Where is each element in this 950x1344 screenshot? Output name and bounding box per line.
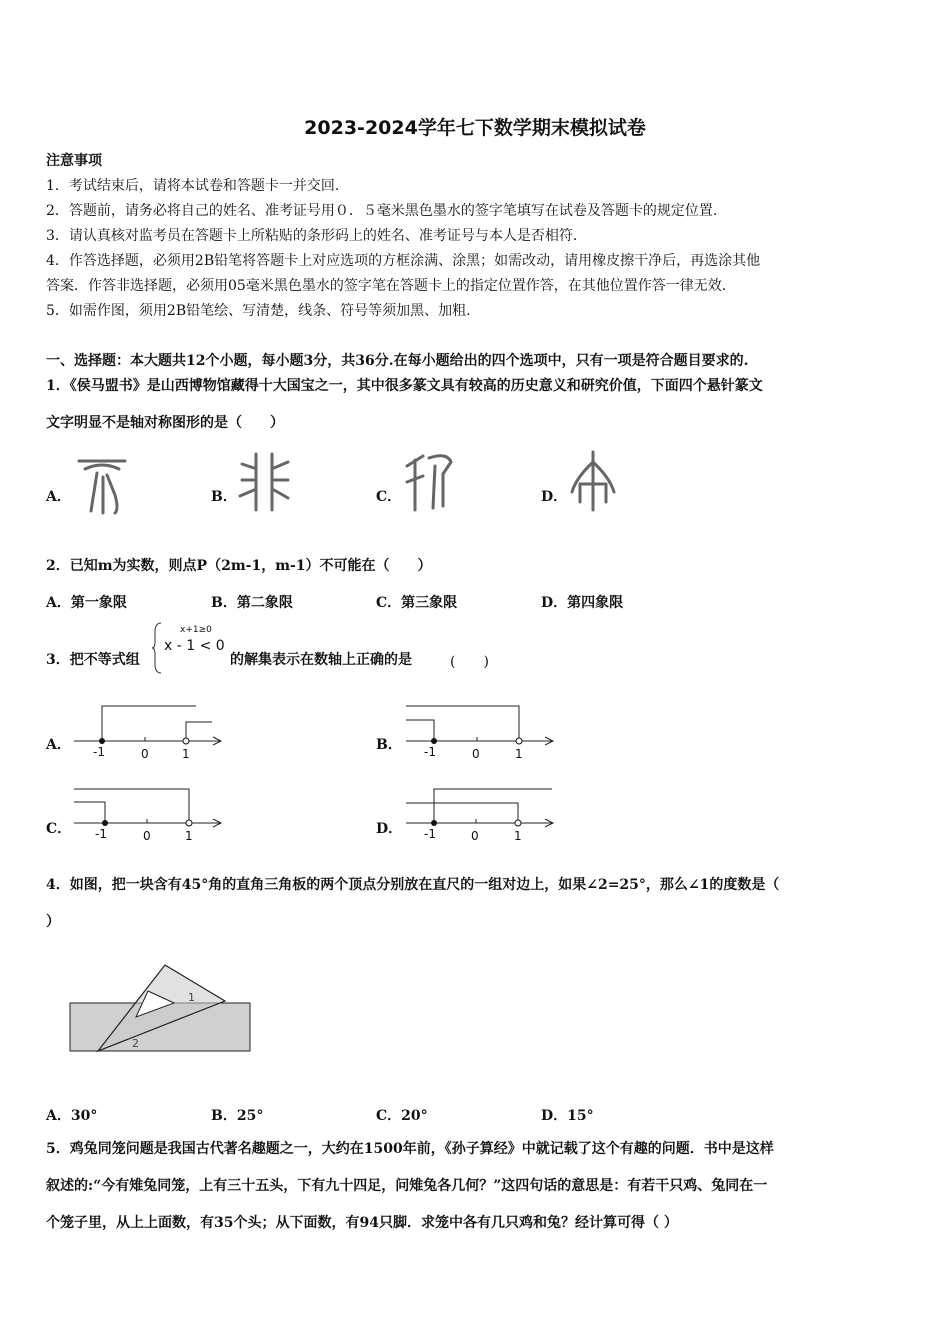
q4-angle1-label: 1 (188, 991, 195, 1004)
q4-option-a: A．30° (46, 1108, 98, 1124)
q5-text-line2: 叙述的:“今有雉兔同笼，上有三十五头，下有九十四足，问雉兔各几何？”这四句话的意思是：有若干只鸡、兔同在一 (46, 1178, 768, 1194)
q3-a-tick-neg1: -1 (93, 745, 105, 759)
notice-item-4-cont: 答案．作答非选择题，必须用05毫米黑色墨水的签字笔在答题卡上的指定位置作答，在其他位置作答一律无效. (46, 278, 727, 294)
q4-angle2-label: 2 (132, 1037, 139, 1050)
q2-option-a: A．第一象限 (46, 595, 127, 611)
notice-item-5: 5．如需作图，须用2B铅笔绘、写清楚，线条、符号等须加黑、加粗. (46, 303, 471, 319)
notice-item-2: 2．答题前，请务必将自己的姓名、准考证号用０．５毫米黑色墨水的签字笔填写在试卷及答题卡的规定位置. (46, 203, 718, 219)
q2-option-d: D．第四象限 (541, 595, 624, 611)
q2-option-c: C．第三象限 (376, 595, 458, 611)
q3-numberline-d (406, 789, 553, 843)
section-heading: 一、选择题：本大题共12个小题，每小题3分，共36分.在每小题给出的四个选项中，只有一项是符合题目要求的. (46, 353, 749, 369)
q2-option-b: B．第二象限 (211, 595, 293, 611)
q3-option-a: A． (46, 737, 71, 753)
q5-text-line3: 个笼子里，从上上面数，有35个头；从下面数，有94只脚．求笼中各有几只鸡和兔？经计算可得（ ） (46, 1215, 678, 1231)
q3-option-c: C． (46, 821, 72, 837)
q3-text-prefix: 3．把不等式组 (46, 652, 140, 668)
q1-text-line2: 文字明显不是轴对称图形的是（ ） (46, 415, 284, 431)
notice-heading: 注意事项 (46, 153, 102, 169)
q1-option-d: D． (541, 489, 568, 505)
q1-option-b: B． (211, 489, 237, 505)
notice-item-1: 1．考试结束后，请将本试卷和答题卡一并交回. (46, 178, 340, 194)
q3-text-suffix: 的解集表示在数轴上正确的是 (230, 652, 412, 668)
q4-text-line1: 4．如图，把一块含有45°角的直角三角板的两个顶点分别放在直尺的一组对边上，如果∠2=25°，那么∠1的度数是（ (46, 877, 780, 893)
q3-d-tick-neg1: -1 (424, 827, 436, 841)
q3-b-tick-0: 0 (472, 747, 480, 761)
q3-d-tick-0: 0 (471, 829, 479, 843)
q1-option-c: C． (376, 489, 402, 505)
q3-numberline-a (74, 706, 221, 761)
q3-a-tick-0: 0 (141, 747, 149, 761)
q4-text-line2: ） (46, 914, 60, 930)
q2-text: 2．已知m为实数，则点P（2m-1，m-1）不可能在（ ） (46, 558, 432, 574)
q4-figure (60, 955, 260, 1060)
notice-item-3: 3．请认真核对监考员在答题卡上所粘贴的条形码上的姓名、准考证号与本人是否相符. (46, 228, 578, 244)
q3-c-tick-1: 1 (185, 829, 193, 843)
q3-numberline-b (406, 706, 553, 761)
q3-option-d: D． (376, 821, 403, 837)
q3-a-tick-1: 1 (182, 747, 190, 761)
q4-option-d: D．15° (541, 1108, 594, 1124)
q3-ineq-bottom: x - 1 < 0 (164, 638, 225, 654)
q4-option-c: C．20° (376, 1108, 428, 1124)
q5-text-line1: 5．鸡兔同笼问题是我国古代著名趣题之一，大约在1500年前，《孙子算经》中就记载了这个有趣的问题．书中是这样 (46, 1141, 774, 1157)
q3-option-b: B． (376, 737, 402, 753)
q3-numberline-c (74, 789, 221, 843)
notice-item-4: 4．作答选择题，必须用2B铅笔将答题卡上对应选项的方框涂满、涂黑；如需改动，请用橡皮擦干净后，再选涂其他 (46, 253, 761, 269)
q3-ineq-top: x+1≥0 (180, 625, 212, 635)
q3-c-tick-0: 0 (143, 829, 151, 843)
q1-text-line1: 1．《侯马盟书》是山西博物馆藏得十大国宝之一，其中很多篆文具有较高的历史意义和研究价值，下面四个悬针篆文 (46, 378, 763, 394)
q1-option-a: A． (46, 489, 71, 505)
q3-d-tick-1: 1 (514, 829, 522, 843)
page-title: 2023-2024学年七下数学期末模拟试卷 (304, 117, 646, 139)
q3-b-tick-1: 1 (515, 747, 523, 761)
q4-option-b: B．25° (211, 1108, 264, 1124)
q3-paren: ( ) (450, 654, 489, 670)
q3-b-tick-neg1: -1 (424, 745, 436, 759)
q3-c-tick-neg1: -1 (95, 827, 107, 841)
